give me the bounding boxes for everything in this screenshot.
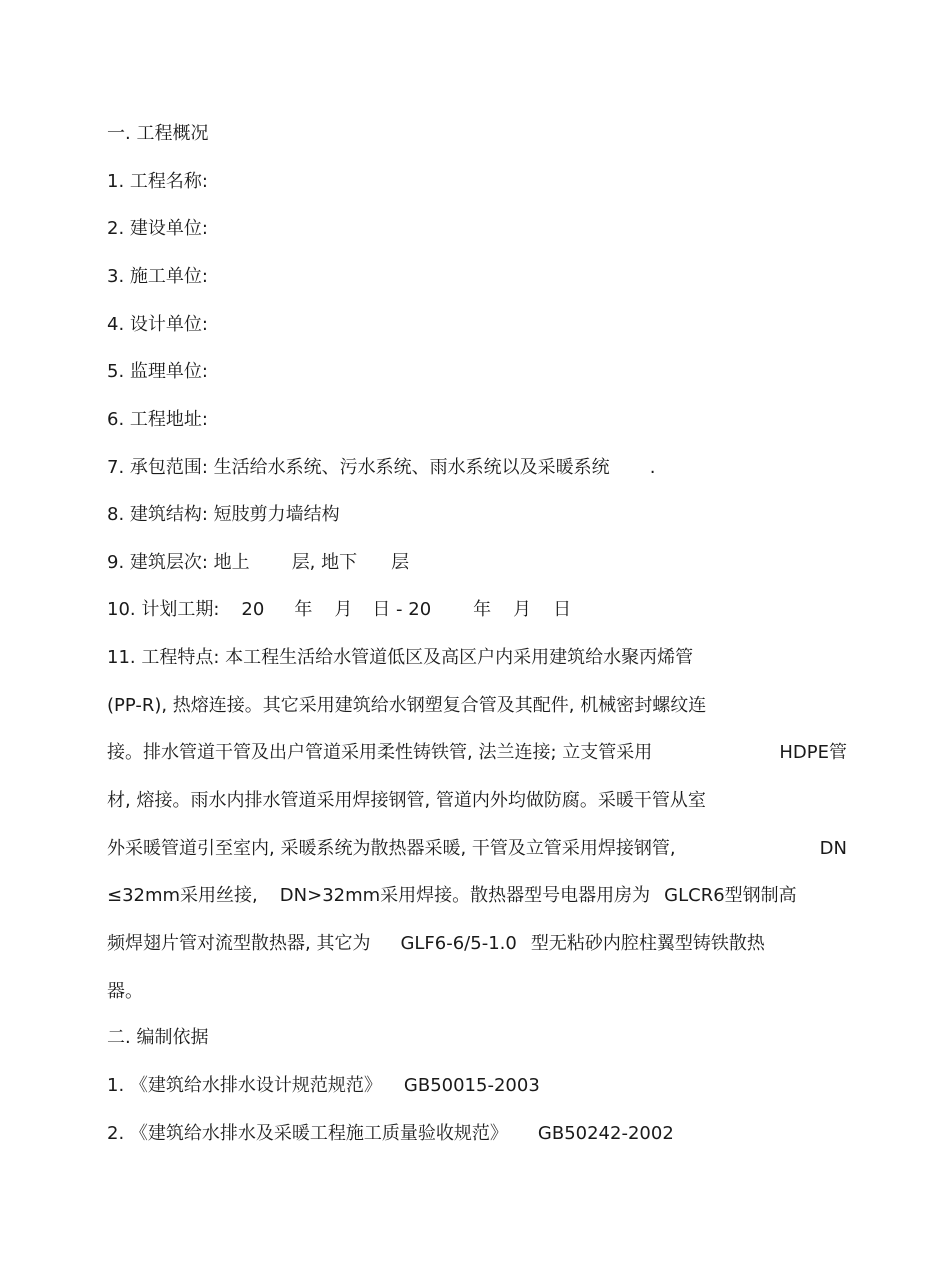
item-designer: 4. 设计单位: — [107, 314, 208, 335]
features-line: 外采暖管道引至室内, 采暖系统为散热器采暖, 干管及立管采用焊接钢管, DN — [107, 837, 847, 859]
reference-title: 2. 《建筑给水排水及采暖工程施工质量验收规范》 — [107, 1123, 508, 1144]
item-contractor: 3. 施工单位: — [107, 266, 208, 287]
schedule-month-1: 月 — [334, 599, 353, 620]
item-address: 6. 工程地址: — [107, 409, 208, 430]
reference-title: 1. 《建筑给水排水设计规范规范》 — [107, 1075, 382, 1096]
reference-code: GB50242-2002 — [537, 1123, 674, 1144]
floors-above-label: 9. 建筑层次: 地上 — [107, 552, 250, 573]
item-scope-tail: . — [649, 457, 656, 478]
item-features — [107, 646, 847, 1028]
item-project-name: 1. 工程名称: — [107, 171, 208, 192]
item-scope-text: 7. 承包范围: 生活给水系统、污水系统、雨水系统以及采暖系统 — [107, 457, 610, 478]
features-line: ≤32mm采用丝接, DN>32mm采用焊接。散热器型号电器用房为 GLCR6型钢制高 — [107, 885, 797, 907]
item-structure: 8. 建筑结构: 短肢剪力墙结构 — [107, 504, 340, 525]
features-line: 频焊翅片管对流型散热器, 其它为 GLF6-6/5-1.0 型无粘砂内腔柱翼型铸铁散热 — [107, 933, 765, 955]
item-schedule — [107, 598, 571, 622]
item-owner: 2. 建设单位: — [107, 218, 208, 239]
features-line: 器。 — [107, 980, 143, 1002]
features-line: 材, 熔接。雨水内排水管道采用焊接钢管, 管道内外均做防腐。采暖干管从室 — [107, 790, 706, 812]
reference-item — [107, 1074, 540, 1098]
schedule-label: 10. 计划工期: — [107, 599, 220, 620]
features-line: 11. 工程特点: 本工程生活给水管道低区及高区户内采用建筑给水聚丙烯管 — [107, 647, 694, 668]
features-line: 接。排水管道干管及出户管道采用柔性铸铁管, 法兰连接; 立支管采用 HDPE管 — [107, 742, 847, 764]
floors-unit: 层 — [391, 552, 410, 573]
schedule-start-year: 20 — [241, 599, 265, 620]
item-scope — [107, 456, 655, 480]
features-line: (PP-R), 热熔连接。其它采用建筑给水钢塑复合管及其配件, 机械密封螺纹连 — [107, 694, 707, 716]
schedule-year-1: 年 — [294, 599, 313, 620]
section-heading-basis: 二. 编制依据 — [107, 1027, 209, 1048]
schedule-day-2: 日 — [553, 599, 572, 620]
reference-code: GB50015-2003 — [403, 1075, 540, 1096]
item-supervisor: 5. 监理单位: — [107, 361, 208, 382]
reference-item — [107, 1122, 674, 1146]
section-heading-overview: 一. 工程概况 — [107, 123, 209, 144]
schedule-month-2: 月 — [513, 599, 532, 620]
schedule-year-2: 年 — [473, 599, 492, 620]
floors-below-label: 层, 地下 — [291, 552, 358, 573]
schedule-day-end-year: 日 - 20 — [372, 599, 432, 620]
item-floors — [107, 551, 409, 575]
